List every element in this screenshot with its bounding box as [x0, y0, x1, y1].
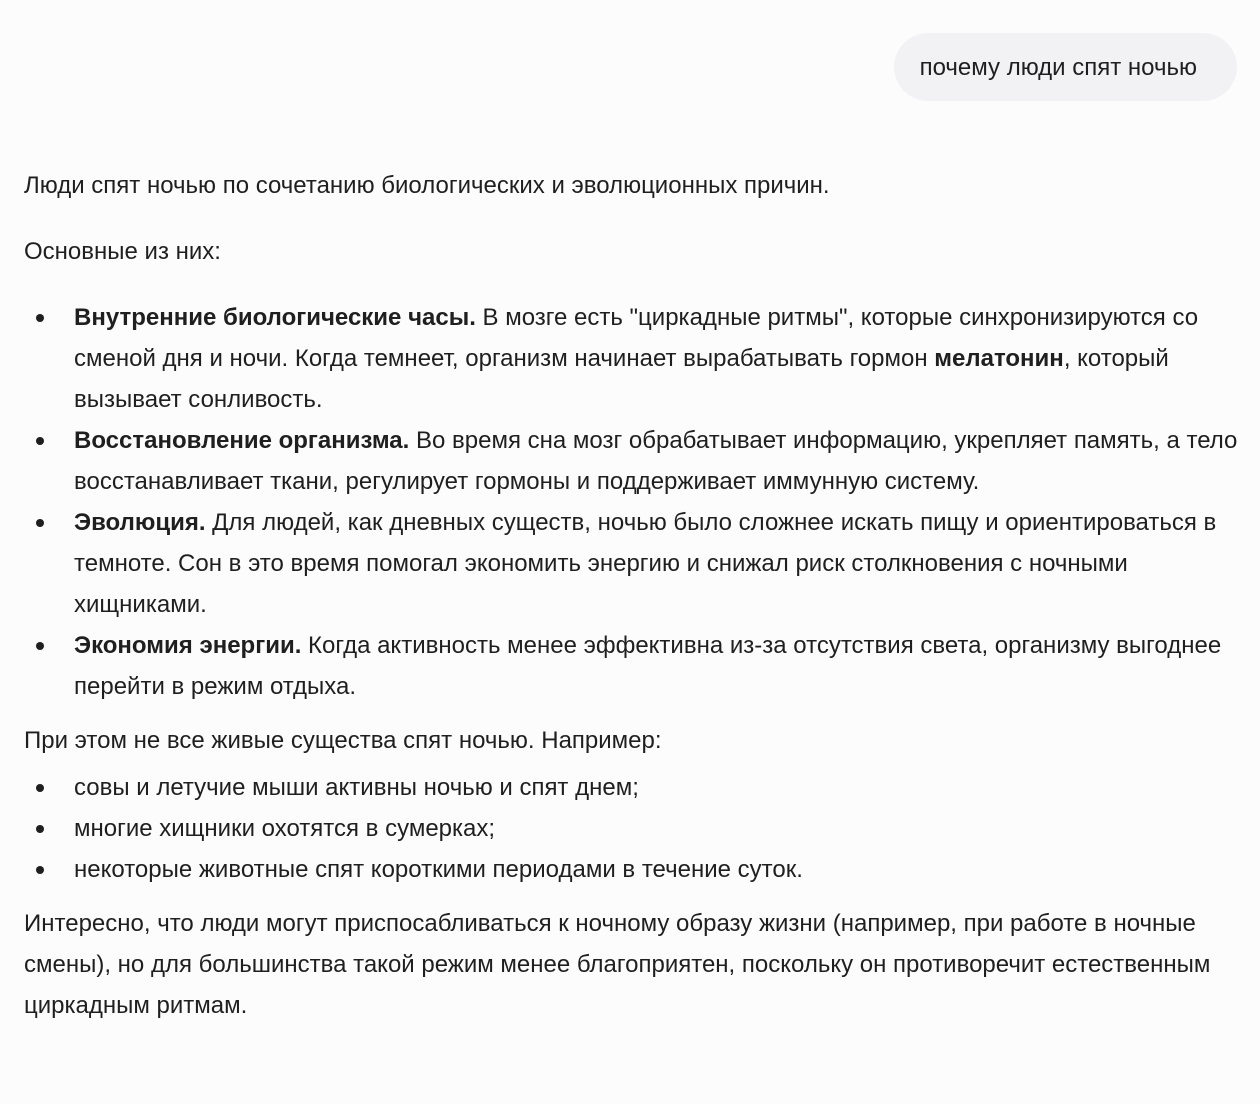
user-message-bubble [894, 33, 1237, 101]
bullet-dot-icon [36, 866, 44, 874]
bullet-dot-icon [36, 519, 44, 527]
list-item [24, 767, 1239, 808]
bullet-dot-icon [36, 784, 44, 792]
reason-text: В мозге есть "циркадные ритмы", которые синхронизируются со сменой дня и ночи. Когда темнеет, организм начинает вырабатывать гормон [74, 304, 1199, 372]
reason-text: Когда активность менее эффективна из-за отсутствия света, организму выгоднее перейти в режим отдыха. [74, 632, 1222, 700]
list-item [24, 808, 1239, 849]
reply-note: При этом не все живые существа спят ночью. Например: [24, 727, 662, 754]
list-item [24, 502, 1239, 625]
reason-title: Экономия энергии. [74, 632, 302, 659]
reason-text: Для людей, как дневных существ, ночью было сложнее искать пищу и ориентироваться в темноте. Сон в это время помогал экономить энергию и снижал риск столкновения с ночными хищниками. [74, 509, 1217, 618]
bullet-dot-icon [36, 437, 44, 445]
list-item [24, 625, 1239, 707]
reply-conclusion: Интересно, что люди могут приспосабливаться к ночному образу жизни (например, при работе в ночные смены), но для большинства такой режим менее благоприятен, поскольку он противоречит естественным циркадным ритмам. [24, 910, 1211, 1019]
reason-bold-term: мелатонин [934, 345, 1064, 372]
user-message-text: почему люди спят ночью [919, 53, 1197, 81]
reason-title: Внутренние биологические часы. [74, 304, 476, 331]
list-item [24, 849, 1239, 890]
reason-text: Во время сна мозг обрабатывает информацию, укрепляет память, а тело восстанавливает ткани, регулирует гормоны и поддерживает иммунную систему. [74, 427, 1238, 495]
reasons-list [24, 297, 1239, 707]
examples-list [24, 767, 1239, 890]
list-item [24, 420, 1239, 502]
reason-text-tail: , который вызывает сонливость. [74, 345, 1169, 413]
reply-main-heading: Основные из них: [24, 238, 221, 265]
list-item [24, 297, 1239, 420]
assistant-reply [24, 165, 1239, 1026]
example-text: многие хищники охотятся в сумерках; [74, 815, 496, 842]
reason-title: Восстановление организма. [74, 427, 410, 454]
example-text: совы и летучие мыши активны ночью и спят днем; [74, 774, 639, 801]
reason-title: Эволюция. [74, 509, 206, 536]
bullet-dot-icon [36, 825, 44, 833]
bullet-dot-icon [36, 642, 44, 650]
reply-intro: Люди спят ночью по сочетанию биологических и эволюционных причин. [24, 172, 830, 199]
bullet-dot-icon [36, 314, 44, 322]
example-text: некоторые животные спят короткими периодами в течение суток. [74, 856, 803, 883]
